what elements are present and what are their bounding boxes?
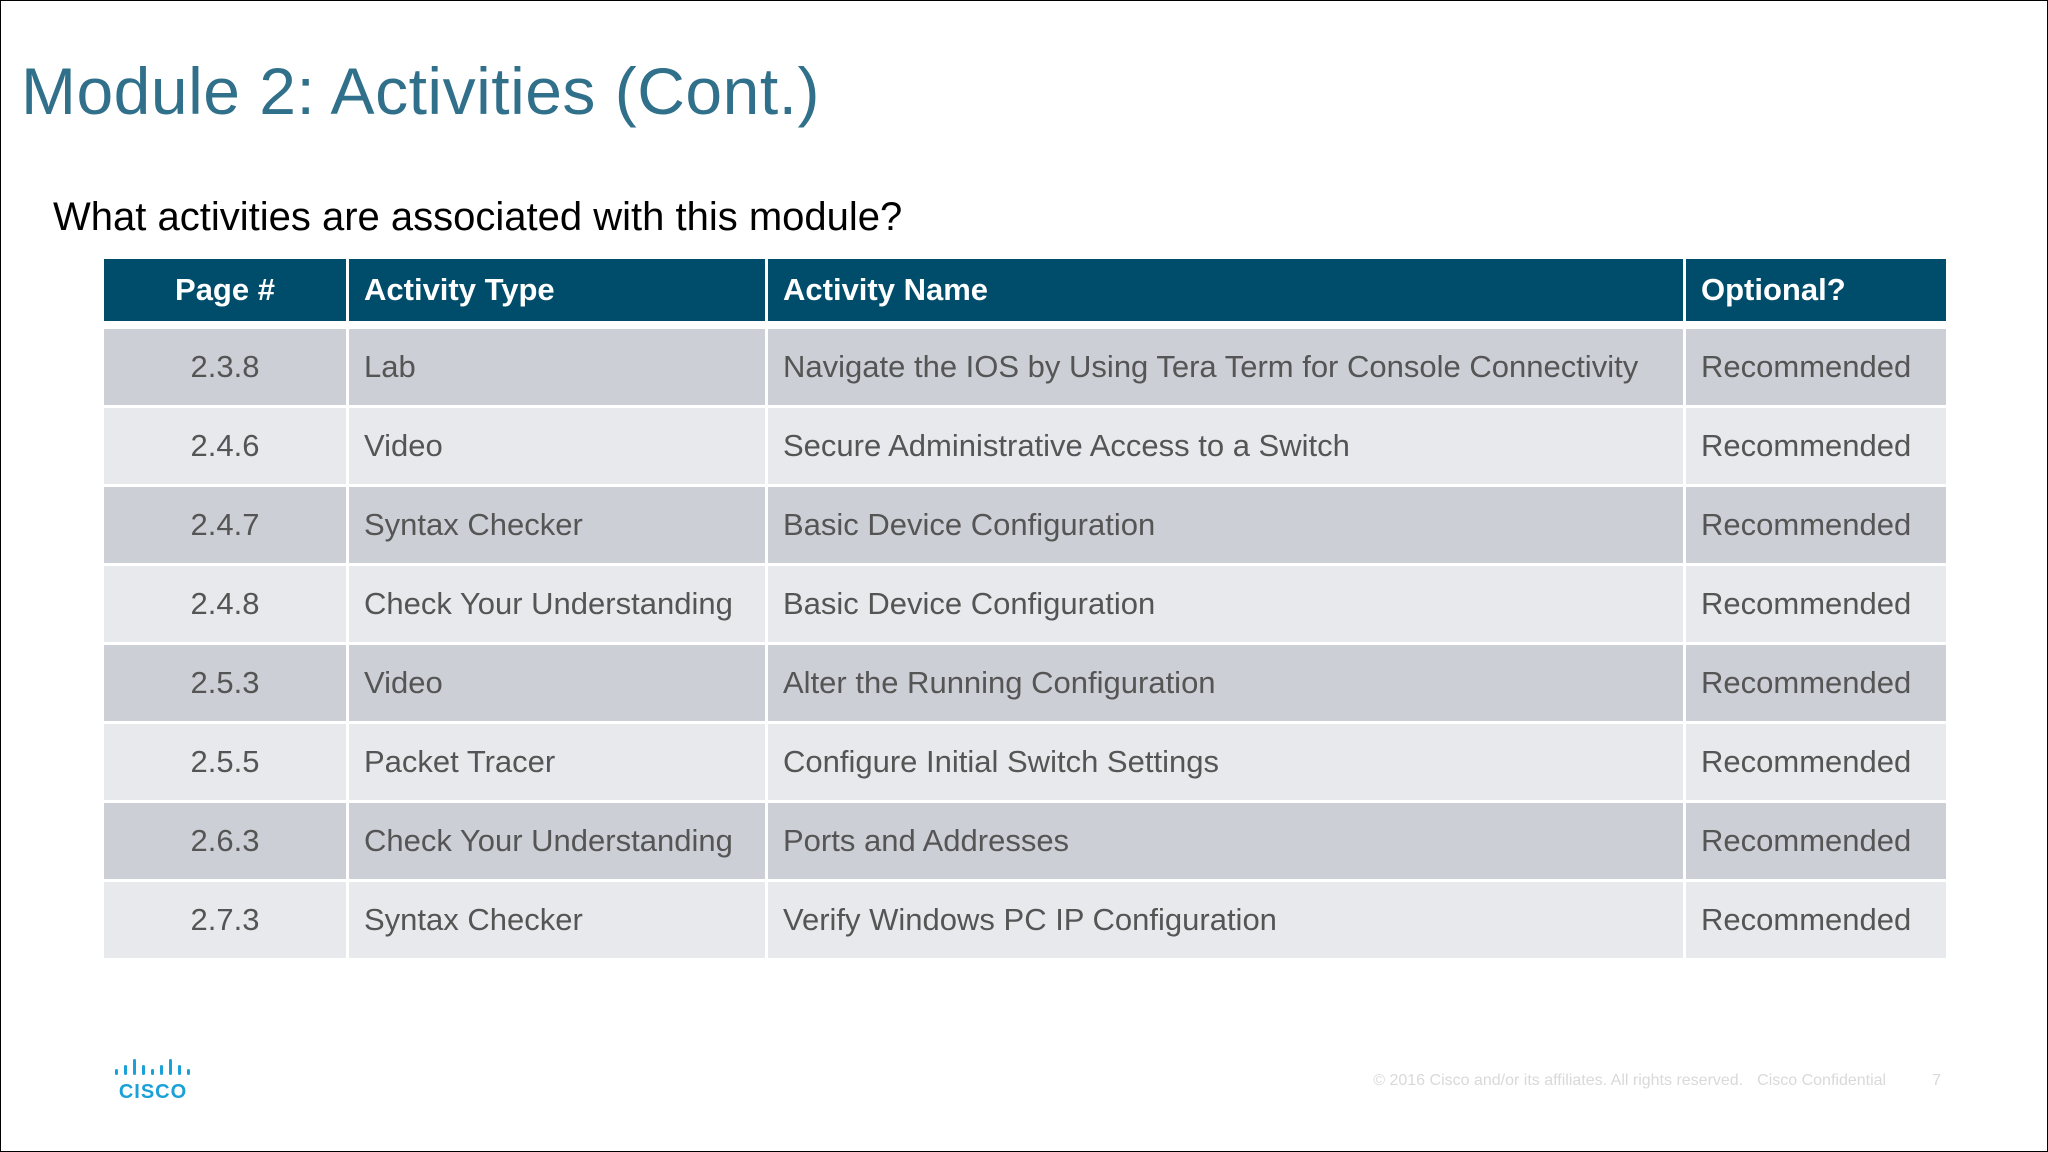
cell-activity-name: Basic Device Configuration <box>768 487 1683 563</box>
header-page-number: Page # <box>104 259 346 321</box>
cell-activity-type: Video <box>349 408 765 484</box>
header-activity-name: Activity Name <box>768 259 1683 321</box>
cell-optional: Recommended <box>1686 882 1946 958</box>
cell-page-number: 2.5.5 <box>104 724 346 800</box>
cell-optional: Recommended <box>1686 487 1946 563</box>
cisco-logo <box>113 1057 193 1101</box>
cell-activity-name: Ports and Addresses <box>768 803 1683 879</box>
activities-table <box>101 256 1949 961</box>
cell-activity-type: Packet Tracer <box>349 724 765 800</box>
footer-page-number: 7 <box>1932 1072 1941 1089</box>
cell-optional: Recommended <box>1686 645 1946 721</box>
table-header-row <box>104 259 1946 321</box>
cisco-logo-icon <box>113 1057 193 1079</box>
cell-page-number: 2.3.8 <box>104 324 346 405</box>
slide-question: What activities are associated with this module? <box>53 195 903 239</box>
table-row <box>104 408 1946 484</box>
cell-page-number: 2.4.7 <box>104 487 346 563</box>
table-row <box>104 882 1946 958</box>
slide-title: Module 2: Activities (Cont.) <box>21 54 820 128</box>
cell-activity-type: Check Your Understanding <box>349 566 765 642</box>
cell-page-number: 2.6.3 <box>104 803 346 879</box>
table-row <box>104 487 1946 563</box>
cell-activity-name: Secure Administrative Access to a Switch <box>768 408 1683 484</box>
cell-optional: Recommended <box>1686 408 1946 484</box>
cell-optional: Recommended <box>1686 803 1946 879</box>
cell-activity-type: Syntax Checker <box>349 487 765 563</box>
table-row <box>104 645 1946 721</box>
cell-activity-name: Configure Initial Switch Settings <box>768 724 1683 800</box>
cell-optional: Recommended <box>1686 566 1946 642</box>
header-activity-type: Activity Type <box>349 259 765 321</box>
table-row <box>104 566 1946 642</box>
cell-page-number: 2.5.3 <box>104 645 346 721</box>
cell-page-number: 2.4.8 <box>104 566 346 642</box>
footer <box>1373 1072 1941 1090</box>
cell-activity-name: Navigate the IOS by Using Tera Term for Console Connectivity <box>768 324 1683 405</box>
cell-page-number: 2.7.3 <box>104 882 346 958</box>
footer-confidential: Cisco Confidential <box>1757 1072 1887 1089</box>
table-row <box>104 803 1946 879</box>
header-optional: Optional? <box>1686 259 1946 321</box>
footer-copyright: © 2016 Cisco and/or its affiliates. All rights reserved. <box>1373 1072 1744 1089</box>
cell-page-number: 2.4.6 <box>104 408 346 484</box>
cisco-logo-text: CISCO <box>118 1081 188 1103</box>
table-row <box>104 324 1946 405</box>
cell-activity-type: Syntax Checker <box>349 882 765 958</box>
cell-activity-name: Basic Device Configuration <box>768 566 1683 642</box>
table-row <box>104 724 1946 800</box>
cell-activity-type: Lab <box>349 324 765 405</box>
cell-activity-type: Check Your Understanding <box>349 803 765 879</box>
cell-optional: Recommended <box>1686 324 1946 405</box>
cell-activity-name: Alter the Running Configuration <box>768 645 1683 721</box>
cell-activity-name: Verify Windows PC IP Configuration <box>768 882 1683 958</box>
cell-optional: Recommended <box>1686 724 1946 800</box>
cell-activity-type: Video <box>349 645 765 721</box>
